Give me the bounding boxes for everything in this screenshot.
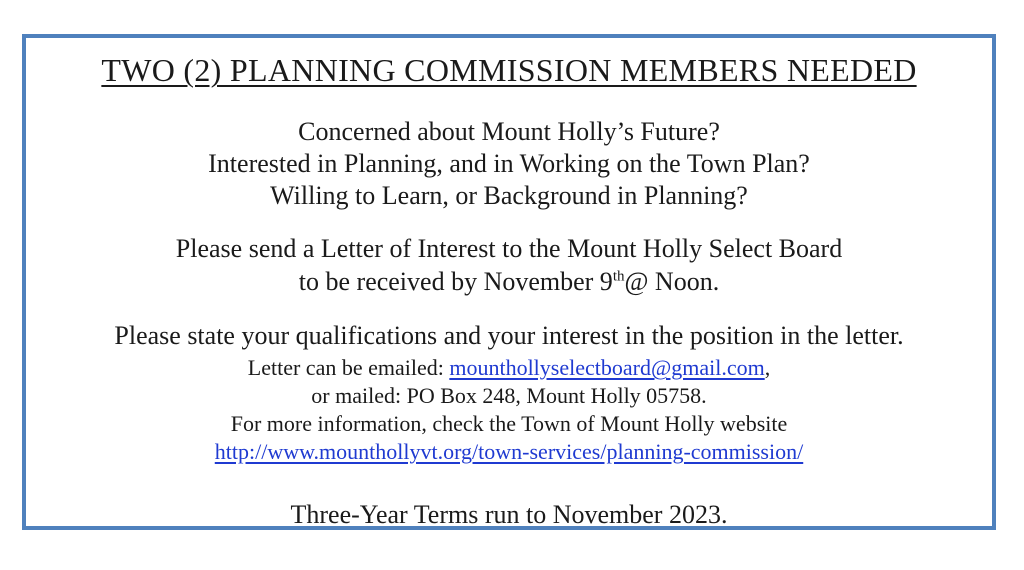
request-deadline-time: @ Noon.	[624, 267, 720, 296]
terms-line: Three-Year Terms run to November 2023.	[290, 500, 728, 529]
email-suffix: ,	[764, 355, 771, 380]
email-link[interactable]: mounthollyselectboard@gmail.com	[449, 355, 765, 380]
question-line: Willing to Learn, or Background in Planning?	[270, 181, 748, 210]
request-line-2	[26, 265, 992, 298]
request-block	[26, 232, 992, 298]
request-line-1: Please send a Letter of Interest to the Mount Holly Select Board	[175, 234, 843, 263]
request-deadline-text: to be received by November 9	[298, 267, 613, 296]
question-line: Concerned about Mount Holly’s Future?	[298, 117, 720, 146]
email-line	[26, 354, 992, 382]
website-line	[26, 438, 992, 466]
mail-line: or mailed: PO Box 248, Mount Holly 05758.	[311, 383, 707, 408]
email-prefix: Letter can be emailed:	[247, 355, 450, 380]
notice-frame	[22, 34, 996, 530]
qualifications-block	[26, 320, 992, 352]
notice-title: TWO (2) PLANNING COMMISSION MEMBERS NEEDED	[101, 52, 917, 88]
terms-block	[26, 500, 992, 530]
website-link[interactable]: http://www.mounthollyvt.org/town-services/planning-commission/	[214, 439, 804, 464]
qualifications-line: Please state your qualifications and your interest in the position in the letter.	[114, 321, 904, 350]
info-line: For more information, check the Town of Mount Holly website	[230, 411, 788, 436]
contact-block	[26, 354, 992, 466]
questions-block	[26, 116, 992, 212]
ordinal-suffix: th	[612, 268, 625, 285]
question-line: Interested in Planning, and in Working on the Town Plan?	[208, 149, 810, 178]
